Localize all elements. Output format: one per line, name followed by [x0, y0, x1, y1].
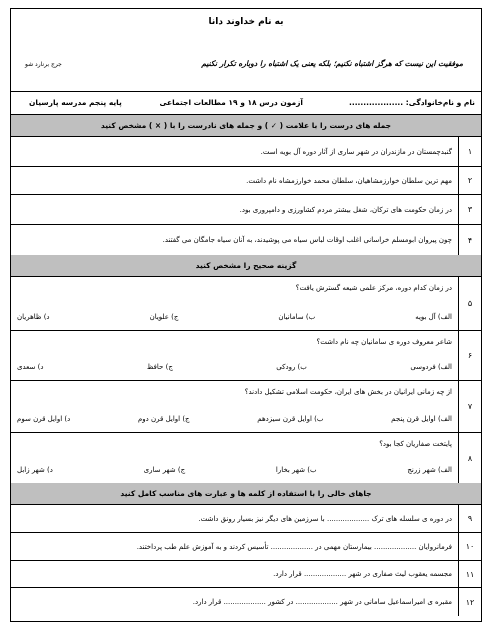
options-row [17, 363, 452, 371]
question-body [11, 533, 458, 560]
question-text: مهم ترین سلطان خوارزمشاهیان، سلطان محمد خوارزمشاه نام داشت. [246, 176, 452, 185]
question-number: ۱ [458, 137, 481, 166]
option[interactable]: ج) شهر ساری [143, 466, 186, 474]
question-number: ۷ [458, 381, 481, 432]
question-body [11, 277, 458, 330]
question-text: مقبره ی امیراسماعیل سامانی در شهر ................... در کشور ................... قرار دارد. [192, 598, 452, 606]
question-body [11, 225, 458, 255]
question-row [11, 277, 481, 331]
question-row [11, 588, 481, 616]
option[interactable]: د) سعدی [17, 363, 44, 371]
section-multiple-choice-title: گزینه صحیح را مشخص کنید [11, 255, 481, 277]
question-text: در زمان حکومت های ترکان، شغل بیشتر مردم کشاورزی و دامپروری بود. [239, 205, 452, 214]
question-number: ۸ [458, 433, 481, 483]
question-row [11, 225, 481, 255]
option[interactable]: ج) حافظ [146, 363, 173, 371]
question-row [11, 533, 481, 561]
motto: موفقیت این نیست که هرگز اشتباه نکنیم؛ بلکه یعنی یک اشتباه را دوباره تکرار نکنیم [201, 59, 463, 68]
question-body [11, 381, 458, 432]
option[interactable]: الف) اوایل قرن پنجم [391, 415, 452, 423]
question-body [11, 505, 458, 532]
question-body [11, 137, 458, 166]
option[interactable]: ج) علویان [149, 313, 179, 321]
question-row [11, 505, 481, 533]
option[interactable]: د) شهر زابل [17, 466, 53, 474]
option[interactable]: الف) شهر زرنج [407, 466, 452, 474]
option[interactable]: الف) فردوسی [410, 363, 452, 371]
option[interactable]: ب) اوایل قرن سیزدهم [257, 415, 324, 423]
question-body [11, 561, 458, 587]
student-name-field[interactable]: نام و نام‌خانوادگی: ................... [349, 98, 475, 107]
question-text: مجسمه یعقوب لیث صفاری در شهر ................... قرار دارد. [273, 570, 452, 578]
question-row [11, 167, 481, 195]
section-true-false-title: جمله های درست را با علامت ( ✓ ) و جمله های نادرست را با ( × ) مشخص کنید [11, 115, 481, 137]
options-row [17, 466, 452, 474]
options-row [17, 415, 452, 423]
question-body [11, 331, 458, 380]
question-number: ۱۰ [458, 533, 481, 560]
question-text: چون پیروان ابومسلم خراسانی اغلب اوقات لباس سیاه می پوشیدند، به آنان سیاه جامگان می گفتند. [162, 236, 452, 244]
question-number: ۱۲ [458, 588, 481, 616]
question-row [11, 381, 481, 433]
header-info [11, 92, 481, 115]
bismillah: به نام خداوند دانا [208, 17, 284, 27]
question-text: گنبدچمستان در مازندران در شهر ساری از آثار دوره آل بویه است. [260, 147, 452, 156]
question-text: در زمان کدام دوره، مرکز علمی شیعه گسترش یافت؟ [295, 284, 452, 292]
option[interactable]: الف) آل بویه [415, 313, 452, 321]
question-number: ۴ [458, 225, 481, 255]
exam-title: آزمون درس ۱۸ و ۱۹ مطالعات اجتماعی [159, 98, 303, 107]
section-fill-blanks-title: جاهای خالی را با استفاده از کلمه ها و عبارت های مناسب کامل کنید [11, 483, 481, 505]
class-school: پایه پنجم مدرسه پارسیان [29, 98, 122, 107]
question-row [11, 137, 481, 167]
question-row [11, 433, 481, 483]
fill-blanks-list [11, 505, 481, 616]
question-number: ۶ [458, 331, 481, 380]
question-number: ۱۱ [458, 561, 481, 587]
option[interactable]: د) ظاهریان [17, 313, 50, 321]
question-body [11, 588, 458, 616]
question-text: پایتخت صفاریان کجا بود؟ [379, 440, 452, 448]
question-row [11, 561, 481, 588]
question-text: از چه زمانی ایرانیان در بخش های ایران، حکومت اسلامی تشکیل دادند؟ [244, 388, 452, 396]
question-body [11, 167, 458, 194]
true-false-list [11, 137, 481, 255]
question-row [11, 195, 481, 225]
question-text: شاعر معروف دوره ی سامانیان چه نام داشت؟ [316, 338, 452, 346]
question-body [11, 433, 458, 483]
question-text: فرمانروایان ................... بیمارستان مهمی در ................... تأسیس کردند و به آموزش علم طب پرداختند. [136, 542, 452, 551]
question-number: ۵ [458, 277, 481, 330]
option[interactable]: ج) اوایل قرن دوم [137, 415, 190, 423]
option[interactable]: د) اوایل قرن سوم [17, 415, 71, 423]
question-text: در دوره ی سلسله های ترک ................... با سرزمین های دیگر نیز بسیار رونق داشت. [198, 514, 452, 523]
multiple-choice-list [11, 277, 481, 483]
option[interactable]: ب) سامانیان [278, 313, 316, 321]
question-body [11, 195, 458, 224]
question-number: ۲ [458, 167, 481, 194]
option[interactable]: ب) رودکی [276, 363, 307, 371]
exam-sheet [10, 8, 482, 622]
question-number: ۹ [458, 505, 481, 532]
motto-author: جرج برنارد شو [25, 61, 62, 68]
option[interactable]: ب) شهر بخارا [275, 466, 317, 474]
options-row [17, 313, 452, 321]
header-top [11, 9, 481, 92]
question-row [11, 331, 481, 381]
question-number: ۳ [458, 195, 481, 224]
